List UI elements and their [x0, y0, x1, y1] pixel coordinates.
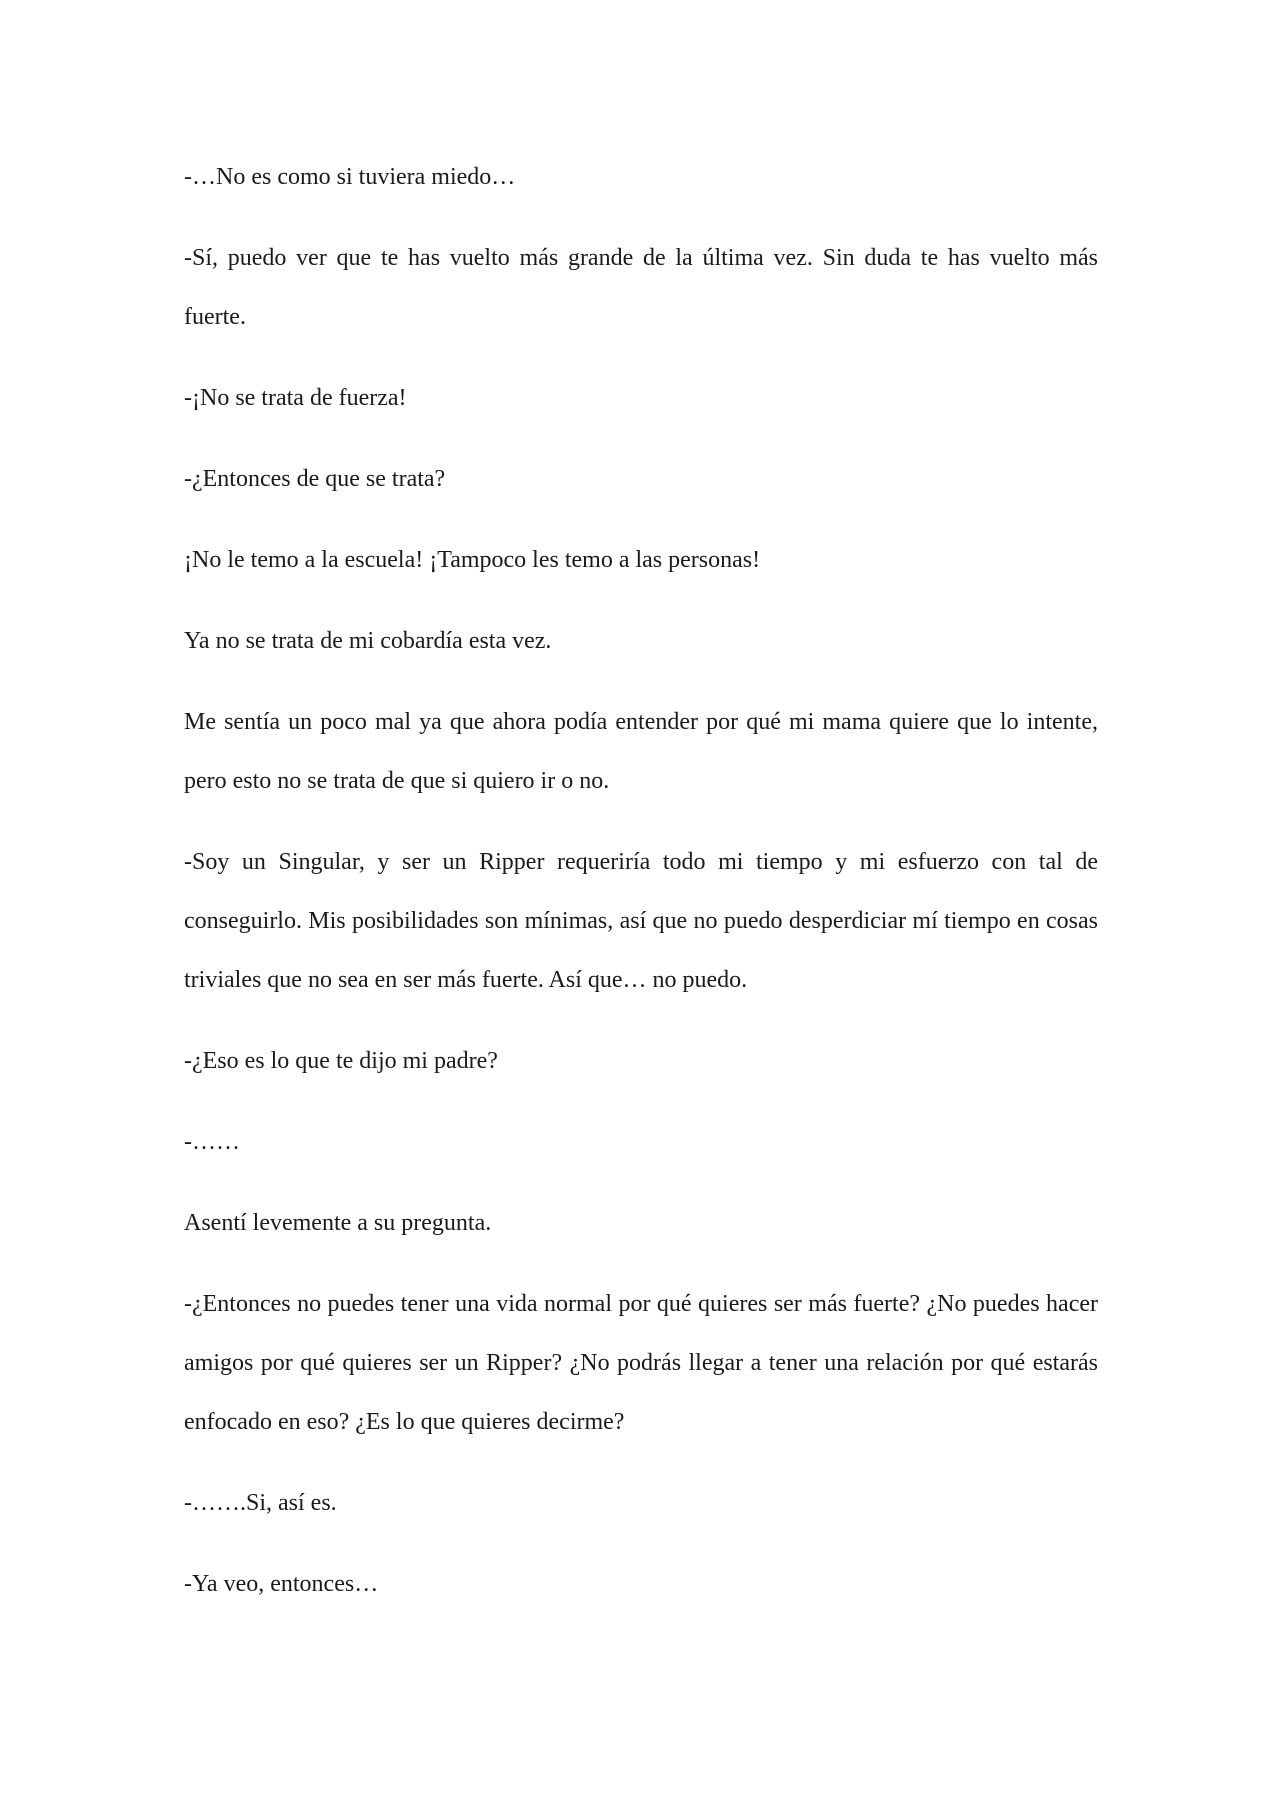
paragraph: -…….Si, así es. — [184, 1490, 337, 1516]
paragraph: -¡No se trata de fuerza! — [184, 385, 407, 411]
paragraph: -Soy un Singular, y ser un Ripper requeriría todo mi tiempo y mi esfuerzo con tal de conseguirlo. Mis posibilidades son mínimas, así que no puedo desperdiciar mí tiempo en cosas triviales que no sea en ser más fuerte. Así que… no puedo. — [184, 849, 1098, 993]
body-text — [184, 148, 1098, 1614]
paragraph: Ya no se trata de mi cobardía esta vez. — [184, 628, 552, 654]
paragraph: Asentí levemente a su pregunta. — [184, 1210, 492, 1236]
paragraph: ¡No le temo a la escuela! ¡Tampoco les temo a las personas! — [184, 547, 761, 573]
paragraph: -Ya veo, entonces… — [184, 1571, 379, 1597]
paragraph: -¿Eso es lo que te dijo mi padre? — [184, 1048, 498, 1074]
paragraph: -¿Entonces de que se trata? — [184, 466, 446, 492]
paragraph: -…… — [184, 1129, 240, 1155]
paragraph: -¿Entonces no puedes tener una vida normal por qué quieres ser más fuerte? ¿No puedes hacer amigos por qué quieres ser un Ripper? ¿No podrás llegar a tener una relación por qué estarás enfocado en eso? ¿Es lo que quieres decirme? — [184, 1291, 1098, 1435]
paragraph: -Sí, puedo ver que te has vuelto más grande de la última vez. Sin duda te has vuelto más fuerte. — [184, 245, 1098, 330]
paragraph: Me sentía un poco mal ya que ahora podía entender por qué mi mama quiere que lo intente, pero esto no se trata de que si quiero ir o no. — [184, 709, 1098, 794]
paragraph: -…No es como si tuviera miedo… — [184, 164, 516, 190]
